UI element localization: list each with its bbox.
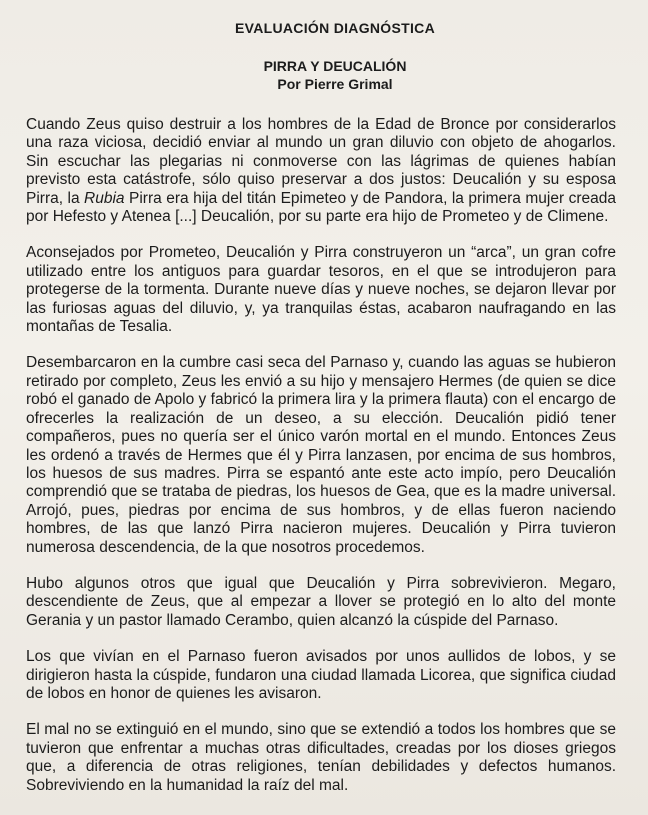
paragraph-4: Hubo algunos otros que igual que Deucalión y Pirra sobrevivieron. Megaro, descendiente de Zeus, que al empezar a llover se protegió en lo alto del monte Gerania y un pastor llamado Cerambo, quien alcanzó la cúspide del Parnaso.	[26, 574, 616, 629]
document-header	[26, 20, 616, 92]
paragraph-3: Desembarcaron en la cumbre casi seca del Parnaso y, cuando las aguas se hubieron retirado por completo, Zeus les envió a su hijo y mensajero Hermes (de quien se dice robó el ganado de Apolo y fabricó la primera lira y la primera flauta) con el encargo de ofrecerles la realización de un deseo, a su elección. Deucalión pidió tener compañeros, pues no quería ser el único varón mortal en el mundo. Entonces Zeus les ordenó a través de Hermes que él y Pirra lanzasen, por encima de sus hombros, los huesos de sus madres. Pirra se espantó ante este acto impío, pero Deucalión comprendió que se trataba de piedras, los huesos de Gea, que es la madre universal. Arrojó, pues, piedras por encima de sus hombros, y de ellas fueron naciendo hombres, de las que lanzó Pirra nacieron mujeres. Deucalión y Pirra tuvieron numerosa descendencia, de la que nosotros procedemos.	[26, 354, 616, 556]
evaluation-label: EVALUACIÓN DIAGNÓSTICA	[234, 20, 435, 36]
emphasis-rubia: Rubia	[84, 189, 125, 207]
story-author: Por Pierre Grimal	[277, 76, 393, 92]
paragraph-1-text-end: Pirra era hija del titán Epimeteo y de Pandora, la primera mujer creada por Hefesto y Atenea [...] Deucalión, por su parte era hijo de Prometeo y de Climene.	[26, 189, 617, 226]
paragraph-1-text-start: Cuando Zeus quiso destruir a los hombres de la Edad de Bronce por considerarlos una raza viciosa, decidió enviar al mundo un gran diluvio con objeto de ahogarlos. Sin escuchar las plegarias ni conmoverse con las lágrimas de quienes habían previsto esta catástrofe, sólo quiso preservar a dos justos: Deucalión y su esposa Pirra, la	[26, 116, 616, 207]
paragraph-5: Los que vivían en el Parnaso fueron avisados por unos aullidos de lobos, y se dirigieron hasta la cúspide, fundaron una ciudad llamada Licorea, que significa ciudad de lobos en honor de quienes les avisaron.	[26, 648, 616, 702]
paragraph-1	[26, 116, 616, 226]
paragraph-2: Aconsejados por Prometeo, Deucalión y Pirra construyeron un “arca”, un gran cofre utilizado entre los antiguos para guardar tesoros, en el que se introdujeron para protegerse de la tormenta. Durante nueve días y nueve noches, se dejaron llevar por las furiosas aguas del diluvio, y, ya tranquilas éstas, acabaron naufragando en las montañas de Tesalia.	[26, 244, 616, 336]
story-title: PIRRA Y DEUCALIÓN	[263, 58, 407, 74]
paragraph-6: El mal no se extinguió en el mundo, sino que se extendió a todos los hombres que se tuvieron que enfrentar a muchas otras dificultades, creadas por los dioses griegos que, a diferencia de otras religiones, tenían debilidades y defectos humanos. Sobreviviendo en la humanidad la raíz del mal.	[26, 721, 616, 794]
